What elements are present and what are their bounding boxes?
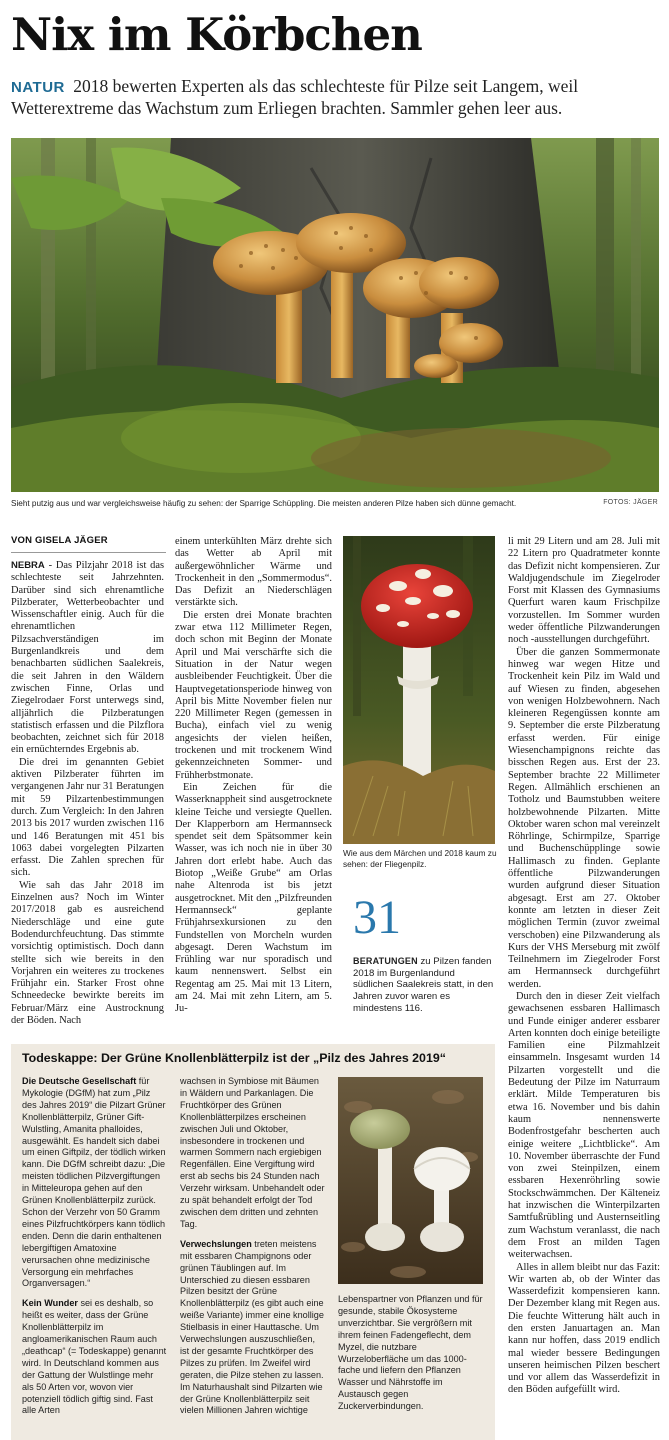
article-paragraph: Wie sah das Jahr 2018 im Einzelnen aus? Noch im Winter 2017/2018 gab es ausreichend Niederschläge und eine gute Bodendurchfeuchtung. Das stimmte vorsichtig optimistisch. Doch dann stellte sich wie bereits in den Vorjahren ein weiteres zu trockenes Frühjahr ein. Starker Frost ohne Schneedecke bewirkte bereits im Februar/März eine Austrocknung der Böden. Nach xyxy=(11,879,164,1026)
fly-agaric-caption: Wie aus dem Märchen und 2018 kaum zu sehen: der Fliegenpilz. xyxy=(343,848,497,869)
headline: Nix im Körbchen xyxy=(11,8,422,61)
article-paragraph: einem unterkühlten März drehte sich das Wetter ab April mit außergewöhnlicher Wärme und Trockenheit in den „Sommermodus“. Das Defizit an Niederschlägen verstärkte sich. xyxy=(175,536,332,609)
info-box-title: Todeskappe: Der Grüne Knollenblätterpilz ist der „Pilz des Jahres 2019“ xyxy=(22,1051,446,1065)
article-paragraph: Über die ganzen Sommermonate hinweg war wegen Hitze und Trockenheit kein Pilz im Wald und auf Wiesen zu finden, abgesehen von wenigen Holzbewohnern. Nach kleineren Regengüssen konnte am 9. September die erste Pilzberatung erfasst werden. Für einige Wiesenchampignons reichte das bisschen Regen aus. Erst der 23. September brachte 22 Millimeter Regen. Allmählich erschienen an Totholz und Baumstubben weitere holzbewohnende Pilzarten. Mitte Oktober waren schon mal vereinzelt Röhrlinge, Schirmpilze, Sparrige und Buchenschüpplinge sowie Hallimasch zu finden. Geplante öffentliche Pilzwanderungen wurden aufgrund dieser Situation abgesagt. Erst am 27. Oktober konnte am letzten in dieser Zeit möglichen Termin (zuvor zweimal verschoben) eine Pilzwanderung als Kurs der VHS Merseburg mit zwölf Teilnehmern im Ziegelroder Forst am Hermannseck durchgeführt werden. xyxy=(508,646,660,990)
article-paragraph: Alles in allem bleibt nur das Fazit: Wir warten ab, ob der Winter das Wasserdefizit kompensieren kann. Der Dezember klang mit Regen aus. Die feuchte Witterung hält auch in den ersten Januartagen an. Man kann nur hoffen, dass 2019 endlich mal wieder bessere Bedingungen unseren heimischen Pilzen beschert und vor allem das Wasserdefizit in den Böden aufgefüllt wird. xyxy=(508,1261,660,1396)
fact-label: BERATUNGEN xyxy=(353,956,418,966)
fly-agaric-illustration xyxy=(343,536,495,844)
article-paragraph: li mit 29 Litern und am 28. Juli mit 22 Litern pro Quadratmeter konnte das Defizit nicht kompensieren. Zur Waldjugendschule im Ziegelroder Forst mit Klassen des Gymnasiums Querfurt waren kaum Frischpilze vorzustellen. Im Sommer wurden weder öffentliche Pilzwanderungen noch -ausstellungen durchgeführt. xyxy=(508,536,660,646)
info-box-column-1 xyxy=(22,1076,167,1417)
main-photo-mushrooms xyxy=(11,138,659,492)
death-cap-illustration xyxy=(338,1077,483,1284)
info-box-paragraph: Verwechslungen treten meistens mit essbaren Champignons oder grünen Täublingen auf. Im Unterschied zu diesen essbaren Pilzen besitzt der Grüne Knollenblätterpilz (es gibt auch eine weiße Variante) immer eine knollige Stielbasis in einer Hauttasche. Um Verwechslungen auszuschließen, ist der gesamte Fruchtkörper des Pilzes zu prüfen. Im Zweifel wird geraten, die Pilze stehen zu lassen. Im Naturhaushalt sind Pilzarten wie der Grüne Knollenblätterpilz seit vielen Millionen Jahren wichtige xyxy=(180,1238,324,1416)
info-box-paragraph: Die Deutsche Gesellschaft für Mykologie (DGfM) hat zum „Pilz des Jahres 2019“ die Pilzart Grüner Knollenblätterpilz, Grüner Gift-Wulstling, Amanita phalloides, ausgewählt. Es handelt sich dabei um einen Giftpilz, der tödlich wirken kann. Die DGfM schreibt dazu: „Die meisten tödlichen Pilzvergiftungen in Mitteleuropa gehen auf den Grünen Knollenblätterpilz zurück. Schon der Verzehr von 50 Gramm eines Pilzfruchtkörpers kann tödlich enden. Denn die darin enthaltenen lebergiftigen Amatoxine verursachen ohne medizinische Versorgung ein mehrfaches Organversagen.“ xyxy=(22,1076,166,1289)
main-photo-caption: Sieht putzig aus und war vergleichsweise häufig zu sehen: der Sparrige Schüppling. Die meisten anderen Pilze haben sich dünne gemacht. xyxy=(11,499,517,508)
article-paragraph: Die ersten drei Monate brachten zwar etwa 112 Millimeter Regen, doch schon mit Beginn der Monate April und Mai verschärfte sich die Situation in der Natur wegen ausbleibender Feuchtigkeit. Über die Hauptvegetationsperiode hinweg von April bis Mitte November fielen nur 220 Millimeter Regen (gemessen in Bucha), einfach viel zu wenig angesichts der vielen heißen, trockenen und mit trockenem Wind gekennzeichneten Sommer- und Frühherbstmonate. xyxy=(175,609,332,781)
info-box-column-3 xyxy=(338,1294,486,1413)
fact-number: 31 xyxy=(353,891,401,944)
byline: VON GISELA JÄGER xyxy=(11,535,166,553)
photo-credit: FOTOS: JÄGER xyxy=(603,499,658,506)
article-paragraph: Durch den in dieser Zeit vielfach gewachsenen essbaren Hallimasch und Funde einiger anderer essbarer Arten konnten doch einige beteiligte Familien eine Pilzmahlzeit einsammeln. Insgesamt wurden 14 Pilzarten vorgestellt und die Bedeutung der Pilze im Naturraum erklärt. Milde Temperaturen bis etwa 16. November und bis dahin kaum nennenswerte Bodenfrostgefahr bescherten auch einige weitere „Lichtblicke“. Am 10. November überraschte der Fund von zwei Steinpilzen, einem essbaren Hexenröhrling sowie Stockschwämmchen. Der Kälteneiz hat inzwischen die Winterpilzarten Samtfußrübling und Austernseitling zum Wachstum veranlasst, die nach dem Frost an milden Tagen weiterwachsen. xyxy=(508,990,660,1261)
section-kicker: NATUR xyxy=(11,79,65,96)
info-box-paragraph: Kein Wunder sei es deshalb, so heißt es weiter, dass der Grüne Knollenblätterpilz im angloamerikanischen Raum auch „deathcap“ (= Todeskappe) genannt wird. In Deutschland kommen aus der Gattung der Wulstlinge mehr als 50 Arten vor, wovon vier potenziell tödlich giftig sind. Fast alle Arten xyxy=(22,1298,167,1416)
info-box-paragraph: wachsen in Symbiose mit Bäumen in Wäldern und Parkanlagen. Die Fruchtkörper des Grünen Knollenblätterpilzes erscheinen zwischen Juli und Oktober, insbesondere in trockenen und warmen Sommern nach ergiebigen Regenfällen. Eine Vergiftung wird erst ab sechs bis 24 Stunden nach Verzehr wirksam. Unbehandelt oder zu spät behandelt erfolgt der Tod zwischen dem dritten und zehnten Tag. xyxy=(180,1076,325,1229)
mushroom-illustration xyxy=(11,138,659,492)
lead-text: 2018 bewerten Experten als das schlechteste für Pilze seit Langem, weil Wetterextreme das Wachstum zum Erliegen brachten. Sammler gehen leer aus. xyxy=(11,76,579,118)
fact-text: BERATUNGEN zu Pilzen fanden 2018 im Burgenlandund südlichen Saalekreis statt, in den Jahren zuvor waren es mindestens 116. xyxy=(353,956,494,1014)
dateline: NEBRA xyxy=(11,560,45,571)
death-cap-photo xyxy=(338,1077,483,1284)
info-box-paragraph: Lebenspartner von Pflanzen und für gesunde, stabile Ökosysteme unverzichtbar. Sie vergrößern mit ihrem feinen Fadengeflecht, dem Myzel, die nutzbare Wurzeloberfläche um das 1000-fache und liefern den Pflanzen Wasser und Nährstoffe im Austausch gegen Zuckerverbindungen. xyxy=(338,1294,483,1412)
fly-agaric-photo xyxy=(343,536,495,844)
article-column-4 xyxy=(508,536,660,1397)
lead-paragraph xyxy=(11,76,661,119)
article-paragraph: Die drei im genannten Gebiet aktiven Pilzberater führten im vergangenen Jahr nur 31 Beratungen mit 59 Pilzartenbestimmungen durch. Zum Vergleich: In den Jahren 2013 bis 2017 wurden zwischen 116 und 146 Beratungen mit 451 bis 1063 dabei vorgelegten Pilzarten erfasst. Die Zahlen sprechen für sich. xyxy=(11,756,164,879)
article-column-1 xyxy=(11,560,164,1027)
info-box-column-2 xyxy=(180,1076,326,1417)
article-column-2 xyxy=(175,536,332,1016)
article-paragraph: Ein Zeichen für die Wasserknappheit sind ausgetrocknete kleine Teiche und versiegte Quellen. Der Klapperborn am Hermannseck spendet seit dem Spätsommer kein Wasser, was ich noch nie in über 30 Jahren dort erlebt habe. Auch das Biotop „Weiße Grube“ am Orlas nahe Altenroda ist bis jetzt ausgetrocknet. Mit den „Pilzfreunden Hermannseck“ geplante Frühjahrsexkursionen zu den Fundstellen von Morcheln wurden abgesagt. Deren Wachstum im Frühling war nur sporadisch und kaum nennenswert. Selbst ein Regentag am 25. Mai mit 13 Litern, am 24. Mai mit zehn Litern, am 5. Ju- xyxy=(175,781,332,1015)
article-paragraph: NEBRA - Das Pilzjahr 2018 ist das schlechteste seit Jahrzehnten. Darüber sind sich ehrenamtliche Pilzberater, Wetterbeobachter und Wissenschaftler einig. Auch für die ehrenamtlichen Pilzsachverständigen im Burgenlandkreis und dem benachbarten südlichen Saalekreis, die seit Jahren in den Wäldern zwischen Finne, Orlas und Ziegelrodaer Forst unterwegs sind, alljährlich die Pilzberatungen statistisch erfassen und die Pilzflora beobachten, zeichnet sich für 2018 ein ernüchterndes Ergebnis ab. xyxy=(11,560,164,756)
